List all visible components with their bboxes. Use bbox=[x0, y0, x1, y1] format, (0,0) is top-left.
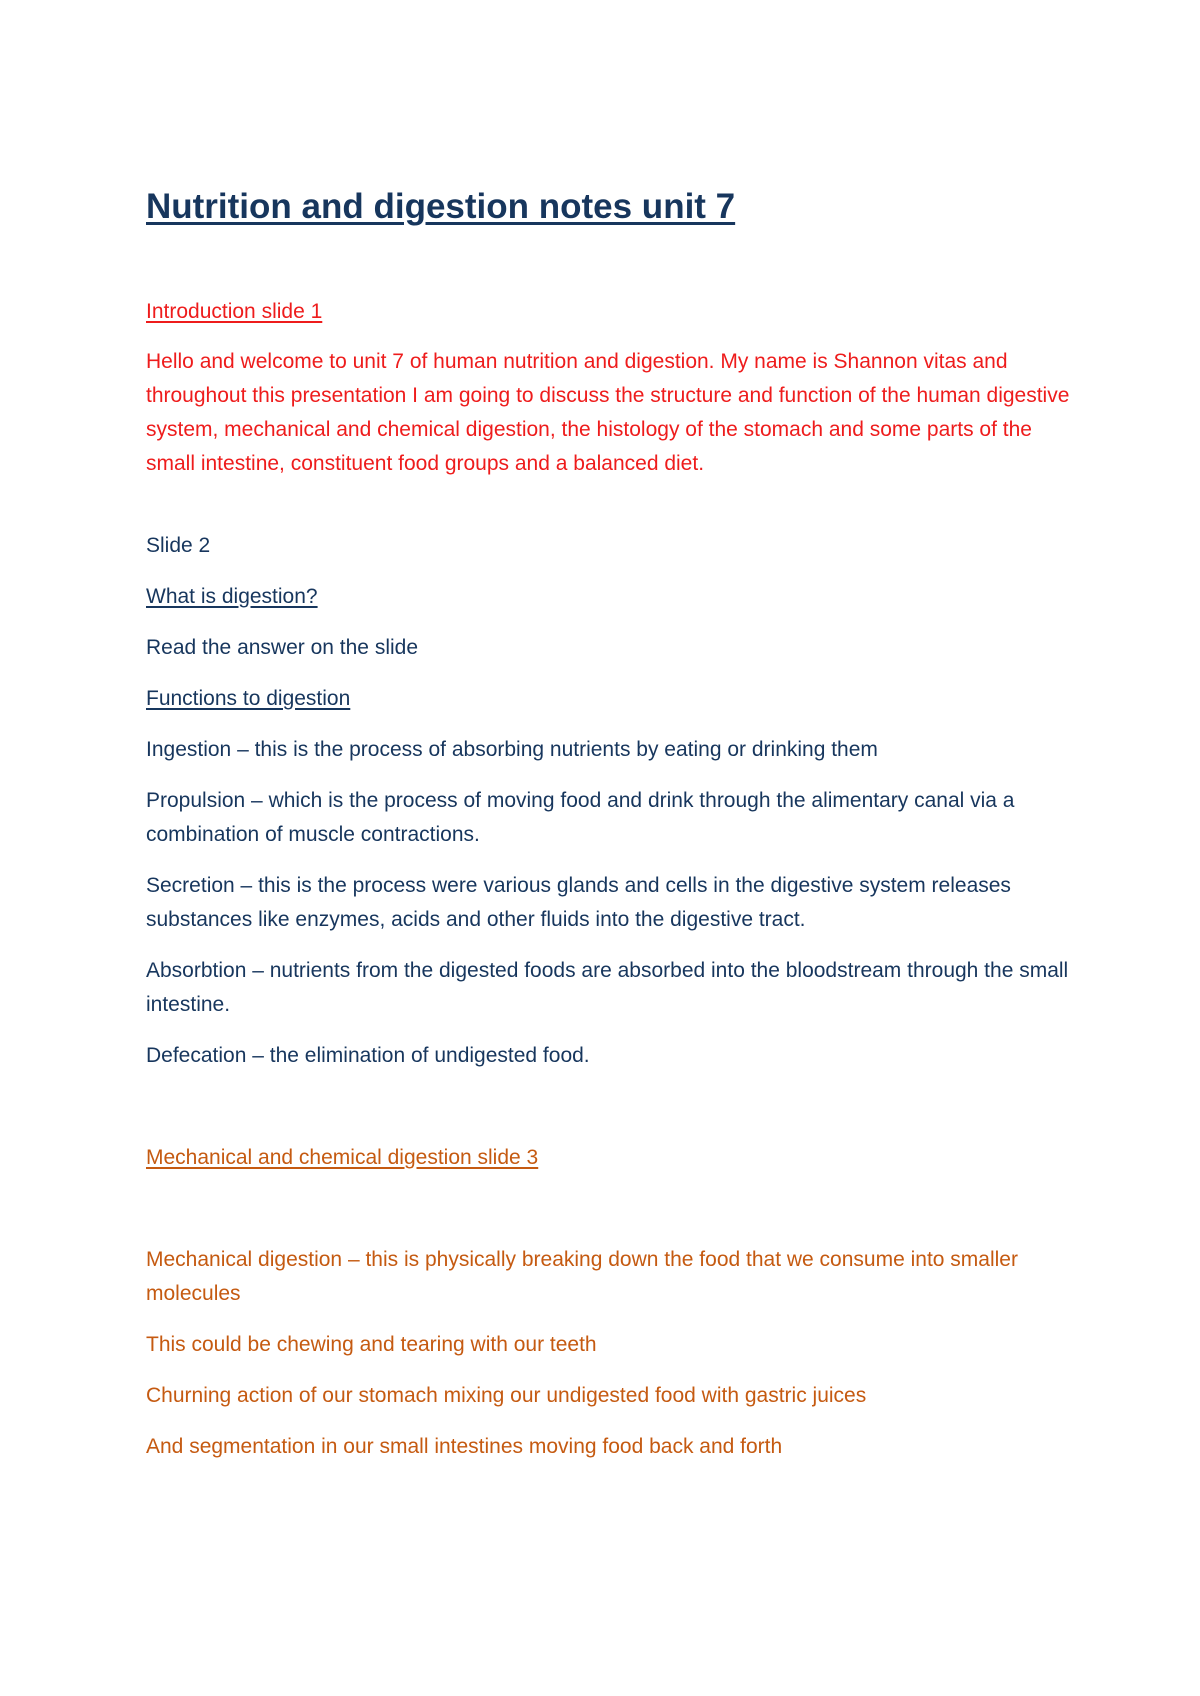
function-defecation: Defecation – the elimination of undigested food. bbox=[146, 1044, 590, 1067]
mechanical-digestion-line: Mechanical digestion – this is physically breaking down the food that we consume into smaller molecules bbox=[146, 1248, 1018, 1305]
slide2-answer: Read the answer on the slide bbox=[146, 636, 419, 659]
function-propulsion: Propulsion – which is the process of moving food and drink through the alimentary canal via a combination of muscle contractions. bbox=[146, 789, 1015, 846]
what-is-digestion-heading: What is digestion? bbox=[146, 585, 318, 608]
function-absorption: Absorbtion – nutrients from the digested foods are absorbed into the bloodstream through the small intestine. bbox=[146, 959, 1069, 1016]
functions-heading: Functions to digestion bbox=[146, 687, 351, 710]
function-ingestion: Ingestion – this is the process of absorbing nutrients by eating or drinking them bbox=[146, 738, 878, 761]
churning-line: Churning action of our stomach mixing our undigested food with gastric juices bbox=[146, 1384, 867, 1407]
slide3-heading: Mechanical and chemical digestion slide 3 bbox=[146, 1146, 539, 1169]
function-secretion: Secretion – this is the process were various glands and cells in the digestive system releases substances like enzymes, acids and other fluids into the digestive tract. bbox=[146, 874, 1011, 931]
intro-heading: Introduction slide 1 bbox=[146, 300, 323, 323]
segmentation-line: And segmentation in our small intestines moving food back and forth bbox=[146, 1435, 783, 1458]
slide2-label: Slide 2 bbox=[146, 534, 211, 557]
document-title: Nutrition and digestion notes unit 7 bbox=[146, 187, 736, 226]
chewing-line: This could be chewing and tearing with our teeth bbox=[146, 1333, 597, 1356]
document-content bbox=[146, 183, 1086, 1464]
intro-paragraph: Hello and welcome to unit 7 of human nutrition and digestion. My name is Shannon vitas and throughout this presentation I am going to discuss the structure and function of the human digestive system, mechanical and chemical digestion, the histology of the stomach and some parts of the small intestine, constituent food groups and a balanced diet. bbox=[146, 350, 1070, 475]
